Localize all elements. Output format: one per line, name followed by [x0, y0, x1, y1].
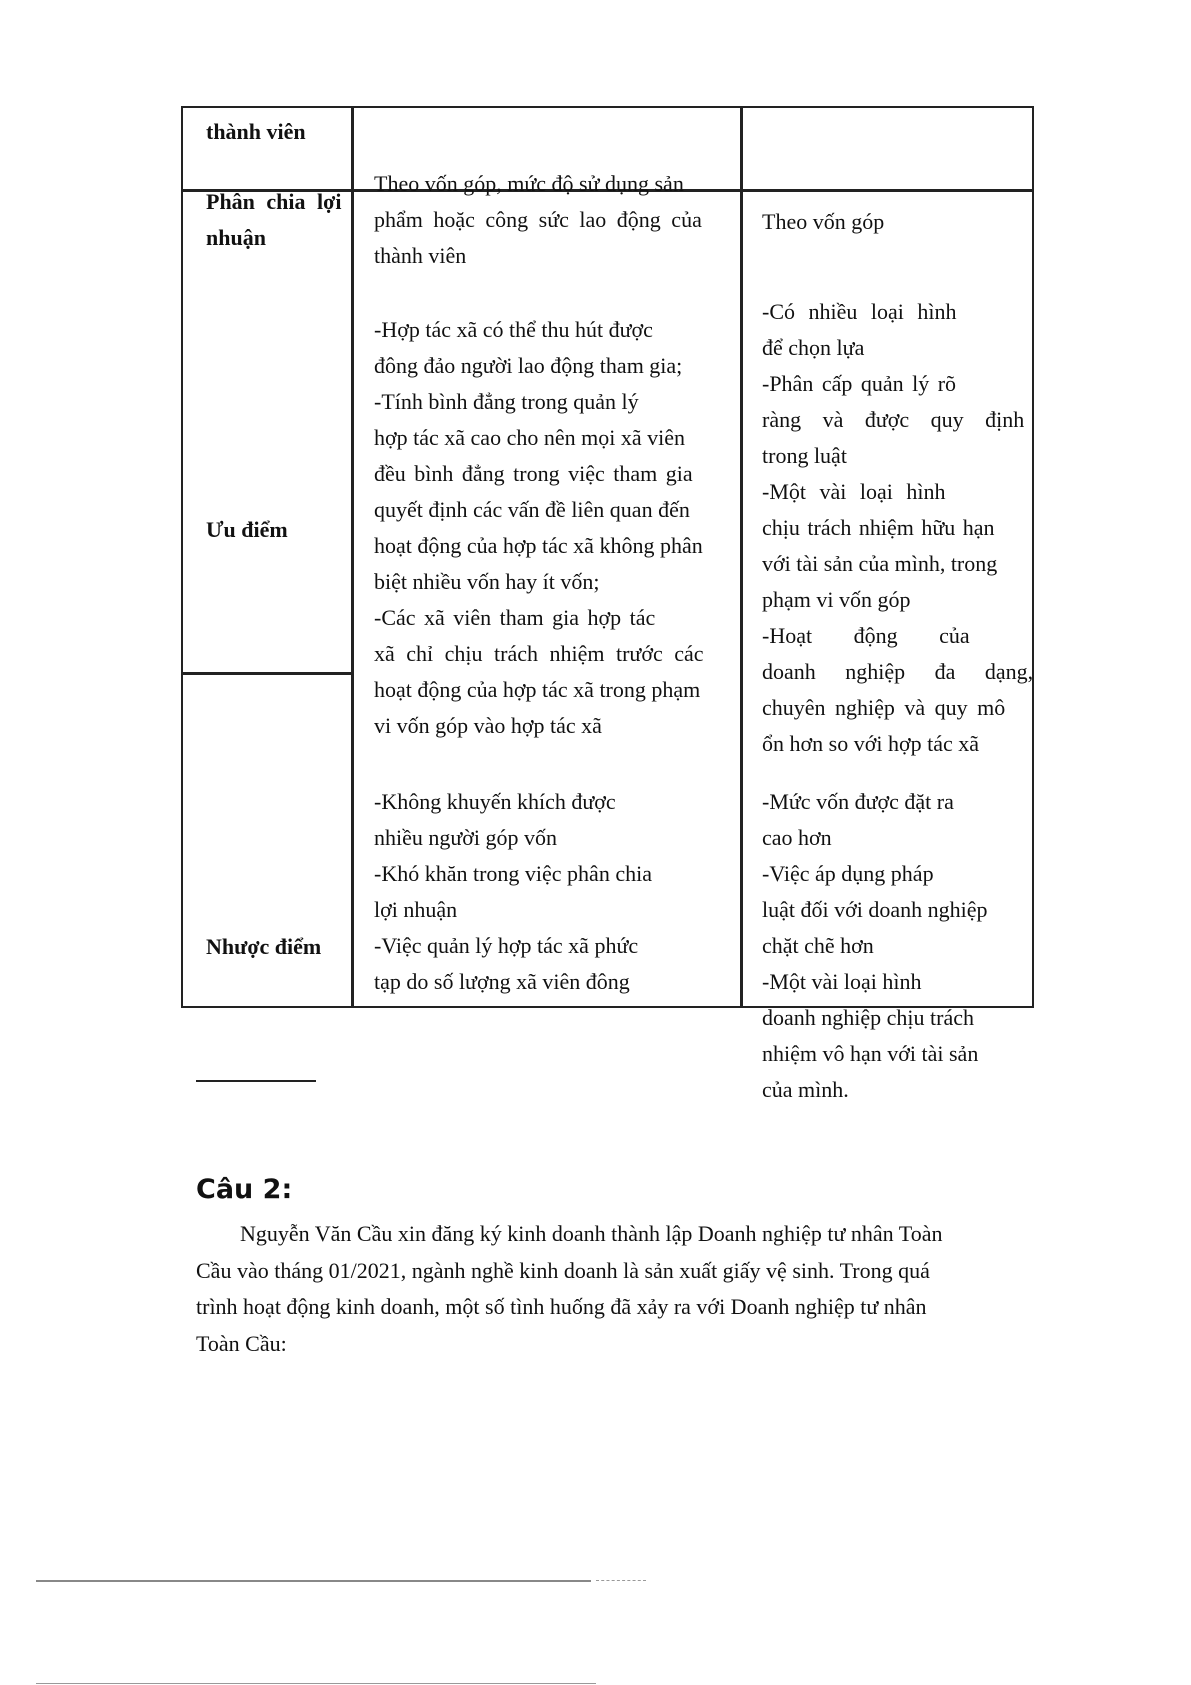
bottom-rule: [36, 1683, 596, 1684]
text-line: thành viên: [374, 243, 467, 268]
text-line: vi vốn góp vào hợp tác xã: [374, 713, 602, 738]
text-line: -Các xã viên tham gia hợp tác: [374, 605, 656, 630]
footer-dash: [596, 1580, 646, 1582]
text-line: luật đối với doanh nghiệp: [762, 897, 988, 922]
profit-enterprise-cell: [762, 204, 884, 240]
disadvantages-coop-cell: [374, 784, 652, 1000]
text-line: -Mức vốn được đặt ra: [762, 789, 954, 814]
text-line: quyết định các vấn đề liên quan đến: [374, 497, 690, 522]
text-line: xã chỉ chịu trách nhiệm trước các: [374, 641, 704, 666]
text-line: -Hợp tác xã có thể thu hút được: [374, 317, 653, 342]
text-line: nhiều người góp vốn: [374, 825, 558, 850]
advantages-enterprise-cell: [762, 294, 1033, 762]
text-line: -Hoạt động của: [762, 623, 970, 648]
text-line: -Tính bình đẳng trong quản lý: [374, 389, 639, 414]
row-label-advantages: Ưu điểm: [206, 517, 288, 542]
row-label-members: thành viên: [206, 119, 306, 144]
text-line: với tài sản của mình, trong: [762, 551, 998, 576]
text-line: chuyên nghiệp và quy mô: [762, 695, 1006, 720]
text-line: ổn hơn so với hợp tác xã: [762, 731, 979, 756]
footer-rule: [36, 1580, 591, 1582]
paragraph-line: Cầu vào tháng 01/2021, ngành nghề kinh doanh là sản xuất giấy vệ sinh. Trong quá: [196, 1257, 930, 1283]
text-line: chặt chẽ hơn: [762, 933, 874, 958]
text-line: -Không khuyến khích được: [374, 789, 616, 814]
row-label-profit-line: nhuận: [206, 225, 266, 250]
text-line: doanh nghiệp chịu trách: [762, 1005, 974, 1030]
text-line: -Một vài loại hình: [762, 479, 946, 504]
text-line: -Việc quản lý hợp tác xã phức: [374, 933, 639, 958]
text-line: Theo vốn góp, mức độ sử dụng sản: [374, 171, 684, 196]
row-label-profit: [206, 184, 341, 256]
text-line: hoạt động của hợp tác xã trong phạm: [374, 677, 701, 702]
text-line: -Có nhiều loại hình: [762, 299, 957, 324]
text-line: doanh nghiệp đa dạng,: [762, 659, 1034, 684]
row-label-disadvantages: Nhược điểm: [206, 934, 322, 959]
section-heading: Câu 2:: [196, 1174, 293, 1205]
text-line: phẩm hoặc công sức lao động của: [374, 207, 702, 232]
text-line: chịu trách nhiệm hữu hạn: [762, 515, 995, 540]
text-line: -Việc áp dụng pháp: [762, 861, 934, 886]
text-line: phạm vi vốn góp: [762, 587, 911, 612]
text-line: đông đảo người lao động tham gia;: [374, 353, 683, 378]
text-line: lợi nhuận: [374, 897, 458, 922]
text-line: cao hơn: [762, 825, 832, 850]
text-line: đều bình đẳng trong việc tham gia: [374, 461, 693, 486]
text-line: biệt nhiều vốn hay ít vốn;: [374, 569, 600, 594]
text-line: Theo vốn góp: [762, 209, 885, 234]
text-line: -Khó khăn trong việc phân chia: [374, 861, 652, 886]
text-line: -Phân cấp quản lý rõ: [762, 371, 957, 396]
text-line: để chọn lựa: [762, 335, 865, 360]
table-row-divider-2: [181, 672, 353, 675]
section-paragraph: [196, 1216, 1046, 1362]
table-col-divider-1: [351, 106, 354, 1008]
disadvantages-enterprise-cell: [762, 784, 988, 1108]
paragraph-line: trình hoạt động kinh doanh, một số tình huống đã xảy ra với Doanh nghiệp tư nhân: [196, 1294, 927, 1319]
text-line: của mình.: [762, 1077, 849, 1102]
paragraph-line: Toàn Cầu:: [196, 1330, 287, 1356]
text-line: tạp do số lượng xã viên đông: [374, 969, 630, 994]
footnote-separator: [196, 1080, 316, 1082]
text-line: hợp tác xã cao cho nên mọi xã viên: [374, 425, 685, 450]
paragraph-line: Nguyễn Văn Cầu xin đăng ký kinh doanh thành lập Doanh nghiệp tư nhân Toàn: [196, 1221, 943, 1246]
text-line: trong luật: [762, 443, 847, 468]
advantages-coop-cell: [374, 312, 704, 744]
text-line: hoạt động của hợp tác xã không phân: [374, 533, 703, 558]
text-line: ràng và được quy định: [762, 407, 1025, 432]
table-col-divider-2: [740, 106, 743, 1008]
profit-coop-cell: [374, 166, 702, 274]
text-line: nhiệm vô hạn với tài sản: [762, 1041, 979, 1066]
text-line: -Một vài loại hình: [762, 969, 922, 994]
row-label-profit-line: Phân chia lợi: [206, 189, 342, 214]
